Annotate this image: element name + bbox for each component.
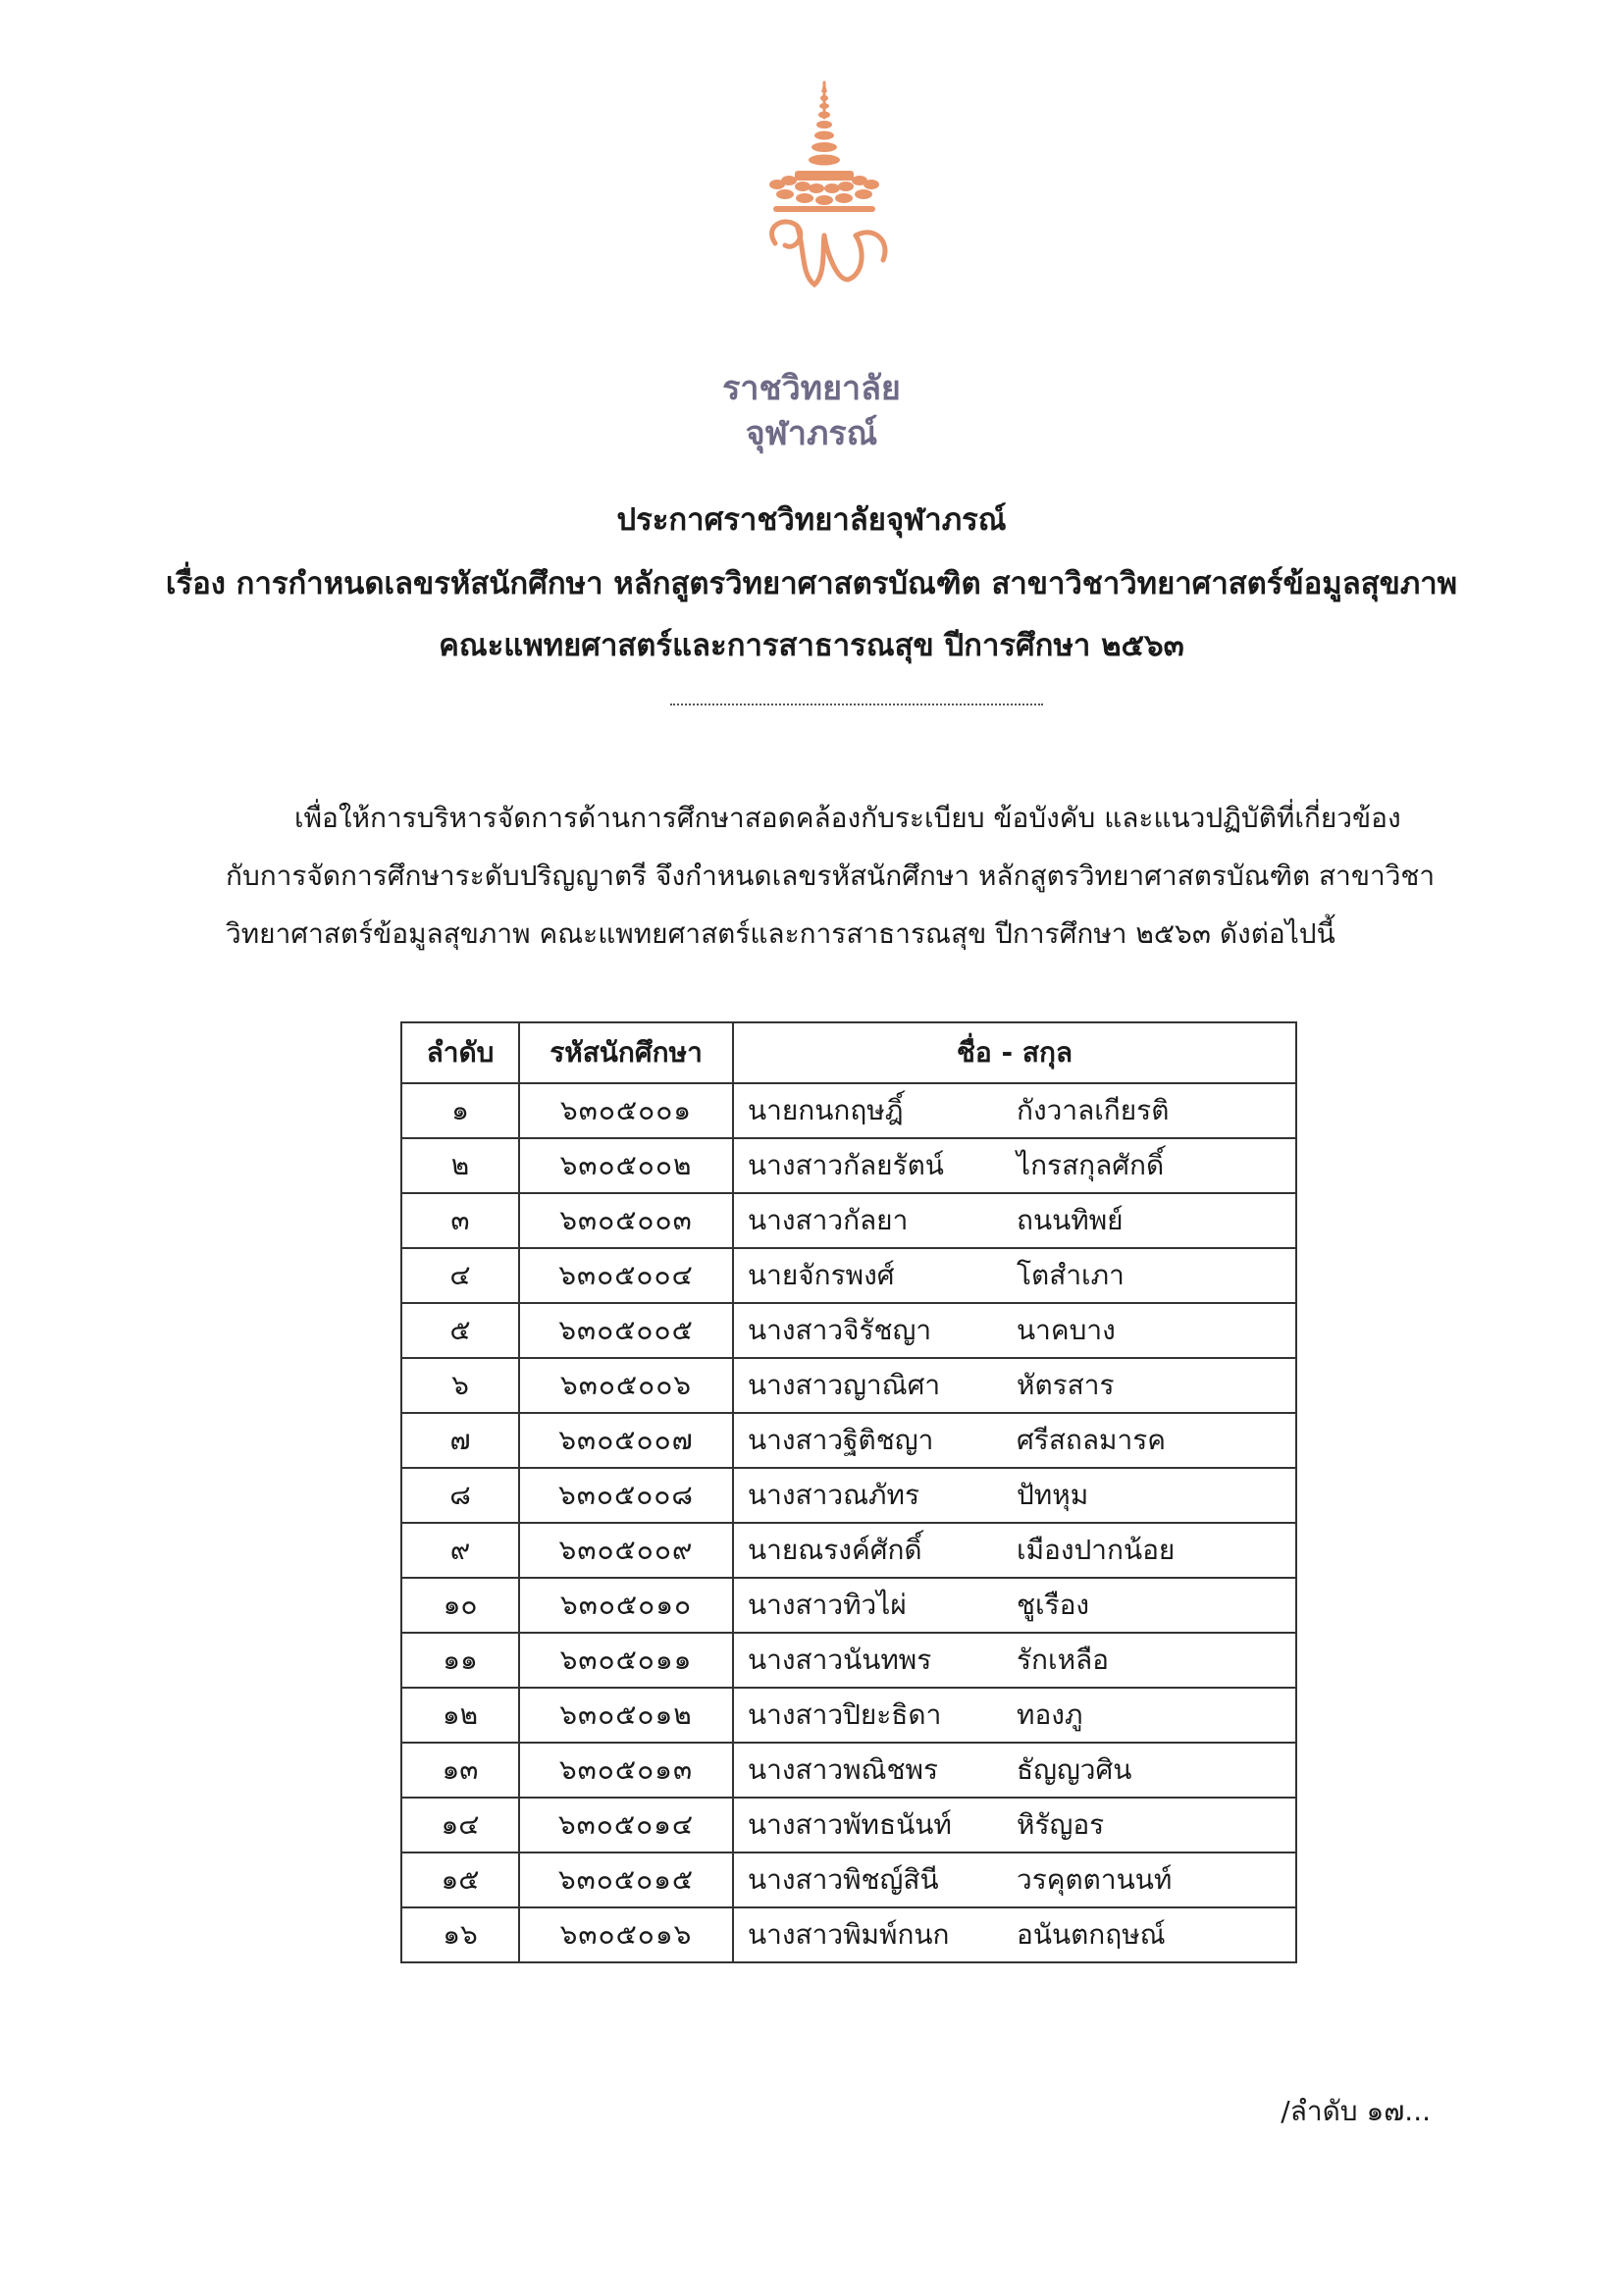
table-row — [401, 1138, 1296, 1193]
row-student-id: ๖๓๐๕๐๑๔ — [519, 1798, 733, 1852]
row-first-name: นางสาวฐิติชญา — [748, 1424, 934, 1456]
table-row — [401, 1798, 1296, 1852]
row-seq: ๖ — [401, 1358, 519, 1413]
continuation-marker: /ลำดับ ๑๗... — [1281, 2095, 1431, 2127]
row-full-name — [733, 1303, 1296, 1358]
row-last-name: ทองภู — [1017, 1698, 1083, 1731]
table-row — [401, 1303, 1296, 1358]
row-first-name: นางสาวพณิชพร — [748, 1753, 939, 1786]
row-last-name: อนันตกฤษณ์ — [1017, 1918, 1166, 1951]
row-student-id: ๖๓๐๕๐๐๒ — [519, 1138, 733, 1193]
row-full-name — [733, 1358, 1296, 1413]
table-row — [401, 1193, 1296, 1248]
row-last-name: ศรีสถลมารค — [1017, 1424, 1166, 1456]
row-full-name — [733, 1798, 1296, 1852]
row-first-name: นางสาวจิรัชญา — [748, 1314, 932, 1346]
row-last-name: รักเหลือ — [1017, 1644, 1109, 1676]
row-full-name — [733, 1907, 1296, 1962]
row-last-name: ชูเรือง — [1017, 1589, 1090, 1621]
row-last-name: หิรัญอร — [1017, 1808, 1105, 1841]
row-first-name: นางสาวปิยะธิดา — [748, 1698, 942, 1731]
paragraph-line-1: เพื่อให้การบริหารจัดการด้านการศึกษาสอดคล้องกับระเบียบ ข้อบังคับ และแนวปฏิบัติที่เกี่ยวข้อง — [294, 802, 1401, 834]
chulabhorn-crown-emblem-icon — [746, 78, 903, 304]
row-first-name: นายจักรพงศ์ — [748, 1259, 895, 1291]
row-full-name — [733, 1852, 1296, 1907]
row-first-name: นายกนกฤษฎิ์ — [748, 1094, 904, 1126]
row-full-name — [733, 1083, 1296, 1138]
row-first-name: นางสาวญาณิศา — [748, 1369, 941, 1401]
table-row — [401, 1688, 1296, 1743]
row-student-id: ๖๓๐๕๐๑๑ — [519, 1633, 733, 1688]
row-seq: ๒ — [401, 1138, 519, 1193]
row-student-id: ๖๓๐๕๐๐๓ — [519, 1193, 733, 1248]
row-first-name: นายณรงค์ศักดิ์ — [748, 1534, 922, 1566]
row-last-name: ถนนทิพย์ — [1017, 1204, 1124, 1236]
announcement-subject: เรื่อง การกำหนดเลขรหัสนักศึกษา หลักสูตรวิทยาศาสตรบัณฑิต สาขาวิชาวิทยาศาสตร์ข้อมูลสุขภาพ — [165, 566, 1458, 601]
heading-dotted-divider — [670, 704, 1043, 705]
row-full-name — [733, 1468, 1296, 1523]
row-seq: ๑๕ — [401, 1852, 519, 1907]
row-last-name: ไกรสกุลศักดิ์ — [1017, 1149, 1165, 1181]
row-student-id: ๖๓๐๕๐๐๙ — [519, 1523, 733, 1578]
row-full-name — [733, 1688, 1296, 1743]
row-last-name: เมืองปากน้อย — [1017, 1534, 1176, 1566]
row-first-name: นางสาวนันทพร — [748, 1644, 932, 1676]
row-student-id: ๖๓๐๕๐๐๑ — [519, 1083, 733, 1138]
row-full-name — [733, 1413, 1296, 1468]
row-student-id: ๖๓๐๕๐๑๖ — [519, 1907, 733, 1962]
row-student-id: ๖๓๐๕๐๑๒ — [519, 1688, 733, 1743]
row-seq: ๑๔ — [401, 1798, 519, 1852]
row-full-name — [733, 1743, 1296, 1798]
student-id-table — [400, 1021, 1297, 1963]
row-last-name: ปัทหุม — [1017, 1479, 1089, 1511]
row-seq: ๕ — [401, 1303, 519, 1358]
row-seq: ๑ — [401, 1083, 519, 1138]
row-full-name — [733, 1248, 1296, 1303]
row-full-name — [733, 1633, 1296, 1688]
paragraph-line-2: กับการจัดการศึกษาระดับปริญญาตรี จึงกำหนดเลขรหัสนักศึกษา หลักสูตรวิทยาศาสตรบัณฑิต สาขาวิชา — [226, 860, 1436, 892]
row-student-id: ๖๓๐๕๐๐๕ — [519, 1303, 733, 1358]
row-full-name — [733, 1138, 1296, 1193]
row-first-name: นางสาวณภัทร — [748, 1479, 919, 1511]
table-row — [401, 1907, 1296, 1962]
header-seq: ลำดับ — [401, 1022, 519, 1083]
row-last-name: โตสำเภา — [1017, 1259, 1125, 1291]
row-seq: ๑๓ — [401, 1743, 519, 1798]
row-student-id: ๖๓๐๕๐๑๐ — [519, 1578, 733, 1633]
table-row — [401, 1743, 1296, 1798]
row-first-name: นางสาวพิชญ์สินี — [748, 1863, 939, 1896]
row-student-id: ๖๓๐๕๐๐๔ — [519, 1248, 733, 1303]
table-row — [401, 1578, 1296, 1633]
header-name: ชื่อ - สกุล — [733, 1022, 1296, 1083]
row-seq: ๑๐ — [401, 1578, 519, 1633]
row-seq: ๙ — [401, 1523, 519, 1578]
announcement-subject-cont: คณะแพทยศาสตร์และการสาธารณสุข ปีการศึกษา ๒๕๖๓ — [439, 628, 1184, 663]
row-student-id: ๖๓๐๕๐๑๓ — [519, 1743, 733, 1798]
row-first-name: นางสาวพิมพ์กนก — [748, 1918, 950, 1951]
row-seq: ๑๑ — [401, 1633, 519, 1688]
table-row — [401, 1413, 1296, 1468]
table-header-row — [401, 1022, 1296, 1083]
paragraph-line-3: วิทยาศาสตร์ข้อมูลสุขภาพ คณะแพทยศาสตร์และการสาธารณสุข ปีการศึกษา ๒๕๖๓ ดังต่อไปนี้ — [226, 917, 1335, 950]
table-row — [401, 1358, 1296, 1413]
row-last-name: วรคุตตานนท์ — [1017, 1863, 1173, 1896]
row-seq: ๑๒ — [401, 1688, 519, 1743]
institution-name-line1: ราชวิทยาลัย — [722, 369, 901, 408]
row-seq: ๘ — [401, 1468, 519, 1523]
row-full-name — [733, 1193, 1296, 1248]
table-row — [401, 1633, 1296, 1688]
announcement-title: ประกาศราชวิทยาลัยจุฬาภรณ์ — [616, 502, 1007, 538]
table-row — [401, 1248, 1296, 1303]
row-first-name: นางสาวกัลยรัตน์ — [748, 1149, 944, 1181]
row-last-name: กังวาลเกียรติ — [1017, 1094, 1170, 1126]
row-seq: ๗ — [401, 1413, 519, 1468]
row-student-id: ๖๓๐๕๐๐๘ — [519, 1468, 733, 1523]
row-first-name: นางสาวกัลยา — [748, 1204, 909, 1236]
row-last-name: ธัญญวศิน — [1017, 1753, 1132, 1786]
row-first-name: นางสาวทิวไผ่ — [748, 1589, 907, 1621]
table-row — [401, 1468, 1296, 1523]
row-seq: ๑๖ — [401, 1907, 519, 1962]
row-seq: ๔ — [401, 1248, 519, 1303]
table-row — [401, 1852, 1296, 1907]
row-last-name: หัตรสาร — [1017, 1369, 1115, 1401]
row-first-name: นางสาวพัทธนันท์ — [748, 1808, 952, 1841]
row-student-id: ๖๓๐๕๐๑๕ — [519, 1852, 733, 1907]
row-full-name — [733, 1578, 1296, 1633]
row-full-name — [733, 1523, 1296, 1578]
row-student-id: ๖๓๐๕๐๐๗ — [519, 1413, 733, 1468]
institution-name-line2: จุฬาภรณ์ — [745, 414, 878, 453]
header-student-id: รหัสนักศึกษา — [519, 1022, 733, 1083]
row-student-id: ๖๓๐๕๐๐๖ — [519, 1358, 733, 1413]
table-row — [401, 1523, 1296, 1578]
row-last-name: นาคบาง — [1017, 1314, 1116, 1346]
row-seq: ๓ — [401, 1193, 519, 1248]
table-row — [401, 1083, 1296, 1138]
